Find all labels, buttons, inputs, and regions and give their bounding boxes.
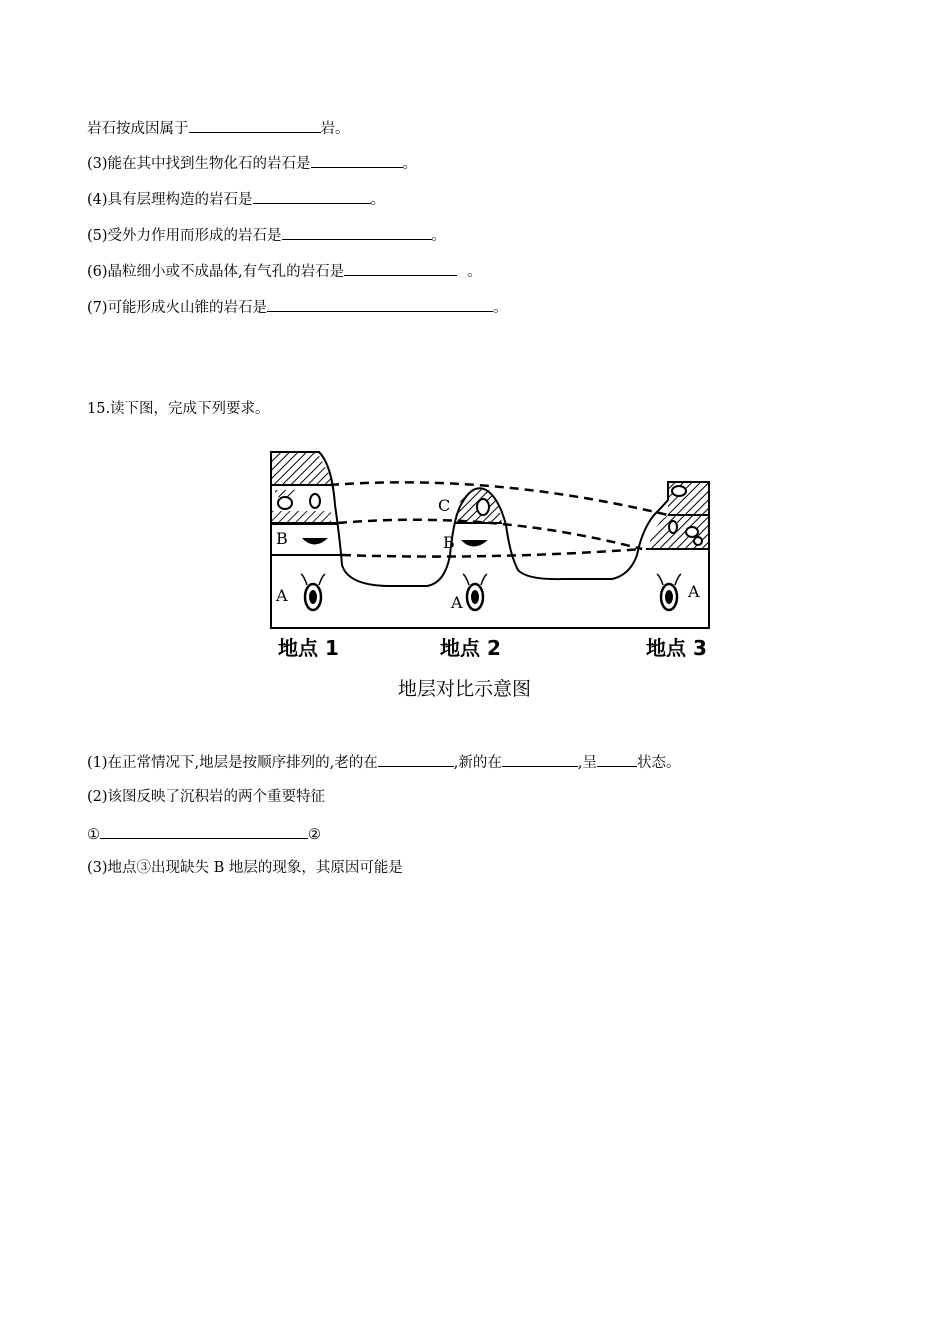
layer-a-label: A: [451, 593, 463, 612]
q14-item-6: (6)晶粒细小或不成晶体,有气孔的岩石是 。: [87, 260, 482, 282]
answer-blank[interactable]: [189, 117, 321, 133]
answer-blank[interactable]: [267, 296, 493, 312]
answer-blank[interactable]: [597, 751, 637, 767]
layer-c-label: C: [438, 496, 451, 515]
site-2-label: 地点 2: [440, 636, 501, 660]
q14-item-7: (7)可能形成火山锥的岩石是 。: [87, 296, 508, 318]
q14-item-3: (3)能在其中找到生物化石的岩石是 。: [87, 152, 417, 174]
layer-b-label: B: [276, 529, 288, 548]
q15-part-2: (2)该图反映了沉积岩的两个重要特征: [87, 789, 326, 805]
layer-a-label: A: [276, 586, 288, 605]
figure-caption: 地层对比示意图: [398, 678, 532, 700]
q14-line-rock-genesis: 岩石按成因属于 岩。: [87, 117, 350, 139]
q14-item-5: (5)受外力作用而形成的岩石是 。: [87, 224, 446, 246]
answer-blank[interactable]: [311, 152, 403, 168]
site2-strata: [438, 488, 502, 612]
answer-blank[interactable]: [253, 188, 371, 204]
strata-comparison-diagram: [262, 445, 722, 707]
answer-blank[interactable]: [378, 751, 454, 767]
answer-blank[interactable]: [100, 823, 308, 839]
terrain-outline: [271, 452, 709, 628]
answer-blank[interactable]: [282, 224, 432, 240]
layer-a-label: A: [688, 582, 700, 601]
site3-strata: [646, 482, 709, 610]
q15-part-3: (3)地点③出现缺失 B 地层的现象，其原因可能是: [87, 860, 403, 876]
layer-b-label: B: [443, 533, 455, 552]
answer-blank[interactable]: [502, 751, 578, 767]
answer-blank[interactable]: [344, 260, 457, 276]
q14-item-4: (4)具有层理构造的岩石是 。: [87, 188, 385, 210]
site-3-label: 地点 3: [646, 636, 707, 660]
q15-part-1: (1)在正常情况下,地层是按顺序排列的,老的在 ,新的在 ,呈 状态。: [87, 751, 680, 773]
q15-title: 15.读下图，完成下列要求。: [87, 401, 270, 417]
q15-part-2-answers: ① ②: [87, 823, 321, 845]
site-1-label: 地点 1: [278, 636, 339, 660]
